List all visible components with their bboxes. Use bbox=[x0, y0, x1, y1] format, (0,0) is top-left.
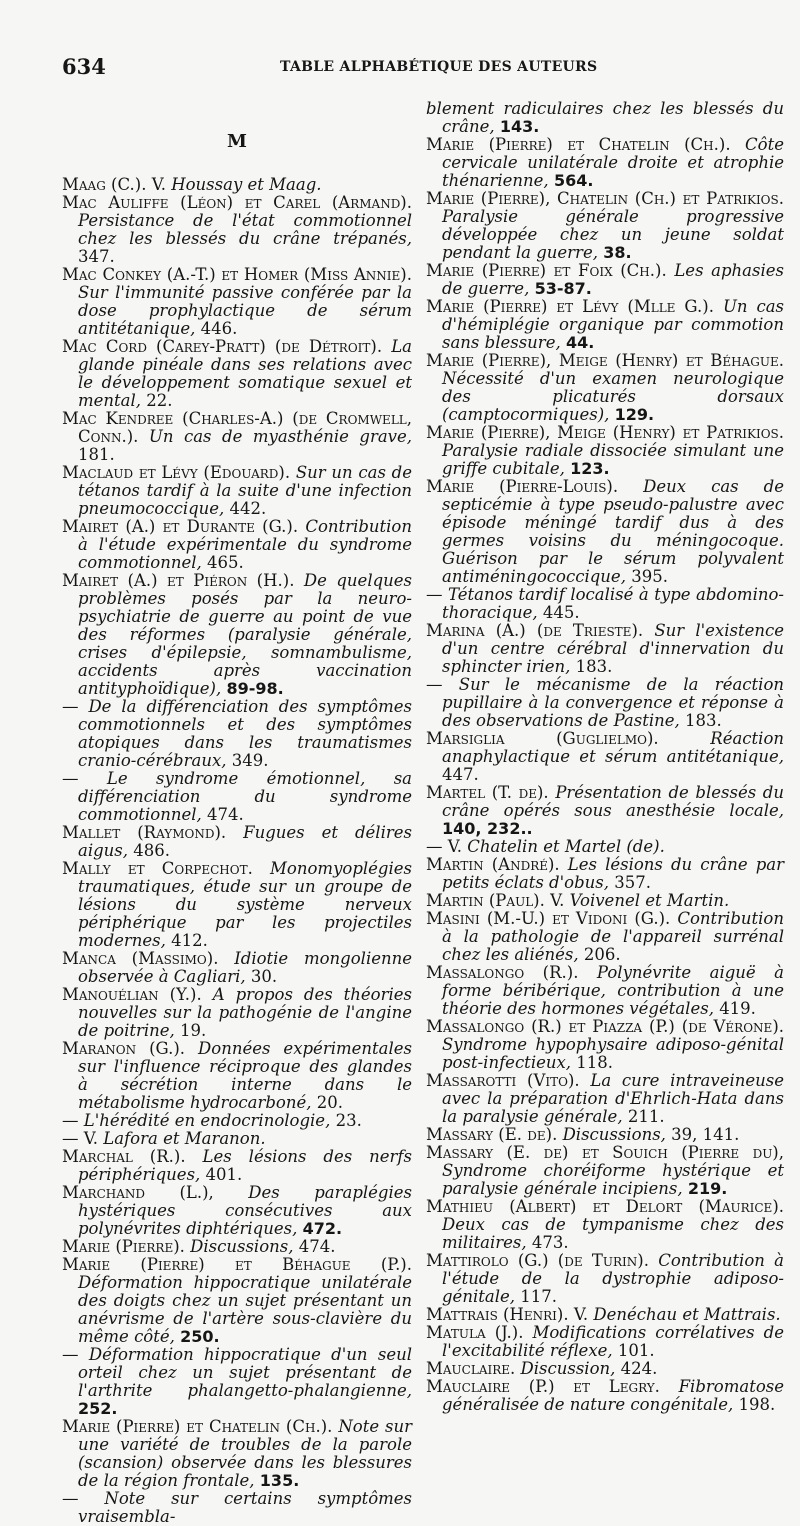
entry-author: Mauclaire. bbox=[426, 1359, 516, 1378]
entry-author: Martin (André). bbox=[426, 855, 560, 874]
entry-pages: 118. bbox=[576, 1053, 614, 1072]
entry-author: Marie (Pierre), Chatelin (Ch.) et Patrikios. bbox=[426, 189, 784, 208]
entry-title: Denéchau et Mattrais. bbox=[593, 1305, 781, 1324]
entry-author: — bbox=[426, 585, 443, 604]
entry-pages: 347. bbox=[78, 247, 115, 266]
entry-author: Marie (Pierre). bbox=[62, 1237, 185, 1256]
left-column bbox=[62, 100, 412, 1526]
entry-pages: 424. bbox=[620, 1359, 658, 1378]
entry-author: — bbox=[62, 1111, 79, 1130]
entry-title: Sur le mécanisme de la réaction pupillaire à la convergence et réponse à des observations de Pastine, bbox=[442, 675, 784, 730]
entry-pages: 198. bbox=[738, 1395, 776, 1414]
entry-title: Note sur une variété de troubles de la parole (scansion) observée dans les blessures de la région frontale, bbox=[78, 1417, 413, 1490]
entry-title: Les aphasies de guerre, bbox=[442, 261, 785, 298]
entry-pages-bold: 53-87. bbox=[534, 279, 592, 298]
entry-author: Martel (T. de). bbox=[426, 783, 549, 802]
entry-title: Voivenel et Martin. bbox=[569, 891, 730, 910]
entry-title: Idiotie mongolienne observée à Cagliari, bbox=[78, 949, 413, 986]
entry-pages: 395. bbox=[631, 567, 668, 586]
entry-author: Marie (Pierre-Louis). bbox=[426, 477, 619, 496]
entry-pages: 117. bbox=[520, 1287, 557, 1306]
entry-author: Mac Cord (Carey-Pratt) (de Détroit). bbox=[62, 337, 383, 356]
entry-title: Fibromatose généralisée de nature congénitale, bbox=[442, 1377, 784, 1414]
entry-title: Un cas d'hémiplégie organique par commotion sans blessure, bbox=[442, 297, 784, 352]
entry-author: Marie (Pierre), Meige (Henry) et Patrikios. bbox=[426, 423, 784, 442]
index-entry bbox=[426, 136, 784, 190]
entry-pages: 442. bbox=[229, 499, 267, 518]
entry-author: Marchand (L.), bbox=[62, 1183, 214, 1202]
index-entry bbox=[426, 478, 784, 586]
entry-pages: 465. bbox=[207, 553, 244, 572]
entry-author: Maag (C.). V. bbox=[62, 175, 166, 194]
entry-title: Polynévrite aiguë à forme béribérique, contribution à une théorie des hormones végétales, bbox=[442, 963, 784, 1018]
entry-author: — V. bbox=[426, 837, 463, 856]
entry-title: Les lésions du crâne par petits éclats d'obus, bbox=[442, 855, 785, 892]
entry-pages: 20. bbox=[316, 1093, 343, 1112]
entry-author: — bbox=[62, 769, 79, 788]
index-entry bbox=[426, 910, 784, 964]
entry-author: Mauclaire (P.) et Legry. bbox=[426, 1377, 660, 1396]
entry-title: Syndrome choréiforme hystérique et paralysie générale incipiens, bbox=[442, 1161, 784, 1198]
index-entry bbox=[62, 1346, 412, 1418]
index-entry bbox=[62, 950, 412, 986]
entry-pages: 23. bbox=[335, 1111, 362, 1130]
entry-pages-bold: 135. bbox=[259, 1471, 300, 1490]
index-entry bbox=[62, 266, 412, 338]
index-entry bbox=[426, 1306, 784, 1324]
index-entry bbox=[426, 730, 784, 784]
entry-author: Mally et Corpechot. bbox=[62, 859, 253, 878]
entry-title: De quelques problèmes posés par la neuro-psychiatrie de guerre au point de vue des réformes (paralysie générale, crises d'épilepsie, somnambulisme, accidents après vaccination antityphoïdique), bbox=[78, 571, 413, 698]
entry-pages: 474. bbox=[298, 1237, 336, 1256]
index-entry bbox=[426, 352, 784, 424]
entry-title: Chatelin et Martel (de). bbox=[467, 837, 665, 856]
entry-pages-bold: 252. bbox=[78, 1399, 118, 1418]
entry-title: Fugues et délires aigus, bbox=[78, 823, 412, 860]
entry-author: Marchal (R.). bbox=[62, 1147, 186, 1166]
entry-list-left bbox=[62, 176, 412, 1526]
entry-pages: 474. bbox=[207, 805, 244, 824]
entry-author: — V. bbox=[62, 1129, 99, 1148]
index-entry bbox=[62, 338, 412, 410]
entry-author: Marina (A.) (de Trieste). bbox=[426, 621, 644, 640]
index-entry bbox=[62, 698, 412, 770]
entry-author: — bbox=[62, 697, 79, 716]
entry-pages-bold: 219. bbox=[687, 1179, 728, 1198]
entry-title: Lafora et Maranon. bbox=[103, 1129, 266, 1148]
entry-pages-bold: 140, 232.. bbox=[442, 819, 533, 838]
entry-title: Contribution à l'étude de la dystrophie adiposo-génitale, bbox=[442, 1251, 784, 1306]
entry-pages: 412. bbox=[171, 931, 208, 950]
entry-pages: 183. bbox=[685, 711, 722, 730]
entry-pages: 357. bbox=[614, 873, 651, 892]
entry-pages: 183. bbox=[575, 657, 613, 676]
index-entry bbox=[62, 1238, 412, 1256]
index-entry bbox=[62, 1256, 412, 1346]
entry-author: Mac Kendree (Charles-A.) (de Cromwell, Conn.). bbox=[62, 409, 412, 446]
entry-title: Deux cas de tympanisme chez des militaires, bbox=[442, 1215, 784, 1252]
index-entry bbox=[426, 892, 784, 910]
index-entry bbox=[62, 1130, 412, 1148]
entry-title: L'hérédité en endocrinologie, bbox=[83, 1111, 331, 1130]
entry-title: Données expérimentales sur l'influence réciproque des glandes à sécrétion interne dans le métabolisme hydrocarboné, bbox=[78, 1039, 412, 1112]
index-entry bbox=[62, 1418, 412, 1490]
entry-author: Marie (Pierre) et Foix (Ch.). bbox=[426, 261, 667, 280]
running-header bbox=[62, 54, 770, 80]
entry-title: Contribution à l'étude expérimentale du syndrome commotionnel, bbox=[78, 517, 412, 572]
entry-author: Marsiglia (Guglielmo). bbox=[426, 729, 659, 748]
entry-title: A propos des théories nouvelles sur la pathogénie de l'angine de poitrine, bbox=[78, 985, 412, 1040]
page-number: 634 bbox=[62, 54, 106, 79]
entry-author: Mattirolo (G.) (de Turin). bbox=[426, 1251, 649, 1270]
index-entry bbox=[62, 194, 412, 266]
entry-author: Marie (Pierre) et Lévy (Mlle G.). bbox=[426, 297, 714, 316]
entry-pages-bold: 38. bbox=[603, 243, 632, 262]
entry-pages: 39, 141. bbox=[671, 1125, 740, 1144]
entry-author: Mattrais (Henri). V. bbox=[426, 1305, 589, 1324]
entry-title: Les lésions des nerfs périphériques, bbox=[78, 1147, 412, 1184]
entry-pages: 445. bbox=[542, 603, 580, 622]
index-entry bbox=[62, 860, 412, 950]
index-entry bbox=[62, 410, 412, 464]
entry-author: Mallet (Raymond). bbox=[62, 823, 227, 842]
index-entry bbox=[426, 1378, 784, 1414]
entry-author: Marie (Pierre) et Chatelin (Ch.). bbox=[426, 135, 731, 154]
index-entry bbox=[426, 676, 784, 730]
index-entry bbox=[62, 518, 412, 572]
entry-pages-bold: 129. bbox=[614, 405, 655, 424]
entry-title: Sur l'existence d'un centre cérébral d'innervation du sphincter irien, bbox=[442, 621, 785, 676]
entry-author: Marie (Pierre), Meige (Henry) et Béhague. bbox=[426, 351, 784, 370]
entry-title: Monomyoplégies traumatiques, étude sur un groupe de lésions du système nerveux périphérique par les projectiles modernes, bbox=[78, 859, 412, 950]
index-entry bbox=[62, 1490, 412, 1526]
entry-author: Martin (Paul). V. bbox=[426, 891, 565, 910]
entry-title: Sur l'immunité passive conférée par la dose prophylactique de sérum antitétanique, bbox=[78, 283, 412, 338]
index-entry bbox=[62, 464, 412, 518]
entry-author: Manca (Massimo). bbox=[62, 949, 219, 968]
entry-author: Mairet (A.) et Piéron (H.). bbox=[62, 571, 295, 590]
entry-pages: 446. bbox=[200, 319, 238, 338]
entry-title: Tétanos tardif localisé à type abdomino-thoracique, bbox=[442, 585, 784, 622]
section-letter: M bbox=[227, 131, 247, 152]
entry-title: Côte cervicale unilatérale droite et atrophie thénarienne, bbox=[442, 135, 784, 190]
index-entry bbox=[426, 100, 784, 136]
entry-author: Mathieu (Albert) et Delort (Maurice). bbox=[426, 1197, 784, 1216]
index-entry bbox=[426, 1252, 784, 1306]
entry-pages: 211. bbox=[627, 1107, 665, 1126]
entry-author: Manouélian (Y.). bbox=[62, 985, 202, 1004]
entry-pages: 101. bbox=[617, 1341, 655, 1360]
entry-pages-bold: 472. bbox=[302, 1219, 343, 1238]
index-entry bbox=[426, 838, 784, 856]
index-entry bbox=[426, 298, 784, 352]
entry-author: Mac Conkey (A.-T.) et Homer (Miss Annie). bbox=[62, 265, 412, 284]
entry-author: Masini (M.-U.) et Vidoni (G.). bbox=[426, 909, 671, 928]
entry-title: Syndrome hypophysaire adiposo-génital post-infectieux, bbox=[442, 1035, 784, 1072]
entry-title: Des paraplégies hystériques consécutives aux polynévrites diphtériques, bbox=[78, 1183, 412, 1238]
index-entry bbox=[426, 1072, 784, 1126]
entry-title: La cure intraveineuse avec la préparation d'Ehrlich-Hata dans la paralysie générale, bbox=[442, 1071, 784, 1126]
entry-author: — bbox=[426, 675, 443, 694]
entry-author: Maranon (G.). bbox=[62, 1039, 186, 1058]
entry-title: La glande pinéale dans ses relations avec le développement somatique sexuel et mental, bbox=[78, 337, 412, 410]
entry-author: Massary (E. de) et Souich (Pierre du), bbox=[426, 1143, 784, 1162]
index-entry bbox=[426, 1018, 784, 1072]
entry-pages: 30. bbox=[250, 967, 278, 986]
entry-pages-bold: 123. bbox=[570, 459, 610, 478]
entry-title: Un cas de myasthénie grave, bbox=[148, 427, 412, 446]
index-entry bbox=[62, 1040, 412, 1112]
entry-author: Marie (Pierre) et Chatelin (Ch.). bbox=[62, 1417, 333, 1436]
entry-pages-bold: 89-98. bbox=[226, 679, 284, 698]
index-entry bbox=[426, 622, 784, 676]
entry-pages: 181. bbox=[78, 445, 115, 464]
entry-title: Présentation de blessés du crâne opérés sous anesthésie locale, bbox=[442, 783, 785, 820]
entry-author: — bbox=[62, 1345, 79, 1364]
entry-pages: 19. bbox=[180, 1021, 207, 1040]
index-entry bbox=[426, 856, 784, 892]
entry-pages-bold: 143. bbox=[499, 117, 540, 136]
index-entry bbox=[62, 1112, 412, 1130]
entry-title: Houssay et Maag. bbox=[171, 175, 322, 194]
index-entry bbox=[62, 824, 412, 860]
entry-pages: 206. bbox=[583, 945, 621, 964]
entry-pages-bold: 564. bbox=[553, 171, 594, 190]
index-entry bbox=[62, 770, 412, 824]
index-entry bbox=[426, 424, 784, 478]
entry-author: Matula (J.). bbox=[426, 1323, 524, 1342]
entry-pages: 349. bbox=[231, 751, 269, 770]
entry-author: Massary (E. de). bbox=[426, 1125, 558, 1144]
index-entry bbox=[426, 262, 784, 298]
entry-title: Modifications corrélatives de l'excitabilité réflexe, bbox=[442, 1323, 784, 1360]
entry-title: Discussions, bbox=[562, 1125, 666, 1144]
entry-title: Paralysie radiale dissociée simulant une griffe cubitale, bbox=[442, 441, 784, 478]
index-entry bbox=[426, 1198, 784, 1252]
index-entry bbox=[426, 1324, 784, 1360]
running-title: TABLE ALPHABÉTIQUE DES AUTEURS bbox=[280, 59, 598, 75]
entry-author: Mac Auliffe (Léon) et Carel (Armand). bbox=[62, 193, 412, 212]
entry-title: Nécessité d'un examen neurologique des plicaturés dorsaux (camptocormiques), bbox=[442, 369, 784, 424]
entry-title: Discussions, bbox=[190, 1237, 294, 1256]
entry-title: Réaction anaphylactique et sérum antitétanique, bbox=[442, 729, 784, 766]
entry-pages: 447. bbox=[442, 765, 479, 784]
index-entry bbox=[62, 176, 412, 194]
index-entry bbox=[426, 1144, 784, 1198]
entry-pages-bold: 250. bbox=[180, 1327, 220, 1346]
entry-title: Sur un cas de tétanos tardif à la suite d'une infection pneumococcique, bbox=[78, 463, 413, 518]
right-column bbox=[426, 100, 784, 1414]
index-entry bbox=[426, 1360, 784, 1378]
entry-title: Persistance de l'état commotionnel chez les blessés du crâne trépanés, bbox=[78, 211, 412, 248]
index-entry bbox=[426, 586, 784, 622]
entry-author: Marie (Pierre) et Béhague (P.). bbox=[62, 1255, 412, 1274]
index-entry bbox=[426, 190, 784, 262]
entry-author: — bbox=[62, 1489, 79, 1508]
entry-author: Massarotti (Vito). bbox=[426, 1071, 580, 1090]
entry-pages: 419. bbox=[719, 999, 756, 1018]
index-entry bbox=[426, 784, 784, 838]
entry-author: Massalongo (R.). bbox=[426, 963, 579, 982]
entry-title: De la différenciation des symptômes commotionnels et des symptômes atopiques dans les traumatismes cranio-cérébraux, bbox=[78, 697, 412, 770]
entry-pages: 22. bbox=[146, 391, 173, 410]
entry-title: Note sur certains symptômes vraisembla- bbox=[78, 1489, 413, 1526]
entry-author: Maclaud et Lévy (Edouard). bbox=[62, 463, 291, 482]
index-entry bbox=[426, 964, 784, 1018]
entry-title: Deux cas de septicémie à type pseudo-palustre avec épisode méningé tardif dus à des germes voisins du méningocoque. Guérison par le sérum polyvalent antiméningococcique, bbox=[442, 477, 784, 586]
entry-title: Paralysie générale progressive développée chez un jeune soldat pendant la guerre, bbox=[442, 207, 784, 262]
entry-pages: 401. bbox=[205, 1165, 243, 1184]
entry-title: Déformation hippocratique d'un seul orteil chez un sujet présentant de l'arthrite phalangetto-phalangienne, bbox=[78, 1345, 412, 1400]
entry-author: Mairet (A.) et Durante (G.). bbox=[62, 517, 299, 536]
entry-author: Massalongo (R.) et Piazza (P.) (de Vérone). bbox=[426, 1017, 784, 1036]
index-entry bbox=[62, 1184, 412, 1238]
entry-title: Le syndrome émotionnel, sa différenciation du syndrome commotionnel, bbox=[78, 769, 412, 824]
entry-pages: 486. bbox=[133, 841, 171, 860]
entry-title: Contribution à la pathologie de l'appareil surrénal chez les aliénés, bbox=[442, 909, 784, 964]
index-entry bbox=[62, 572, 412, 698]
entry-title: Déformation hippocratique unilatérale des doigts chez un sujet présentant un anévrisme de l'artère sous-clavière du même côté, bbox=[78, 1273, 412, 1346]
entry-title: Discussion, bbox=[520, 1359, 616, 1378]
entry-list-right bbox=[426, 100, 784, 1414]
index-entry bbox=[426, 1126, 784, 1144]
index-entry bbox=[62, 1148, 412, 1184]
entry-pages: 473. bbox=[531, 1233, 569, 1252]
entry-title: blement radiculaires chez les blessés du crâne, bbox=[426, 99, 784, 136]
entry-pages-bold: 44. bbox=[565, 333, 595, 352]
index-entry bbox=[62, 986, 412, 1040]
